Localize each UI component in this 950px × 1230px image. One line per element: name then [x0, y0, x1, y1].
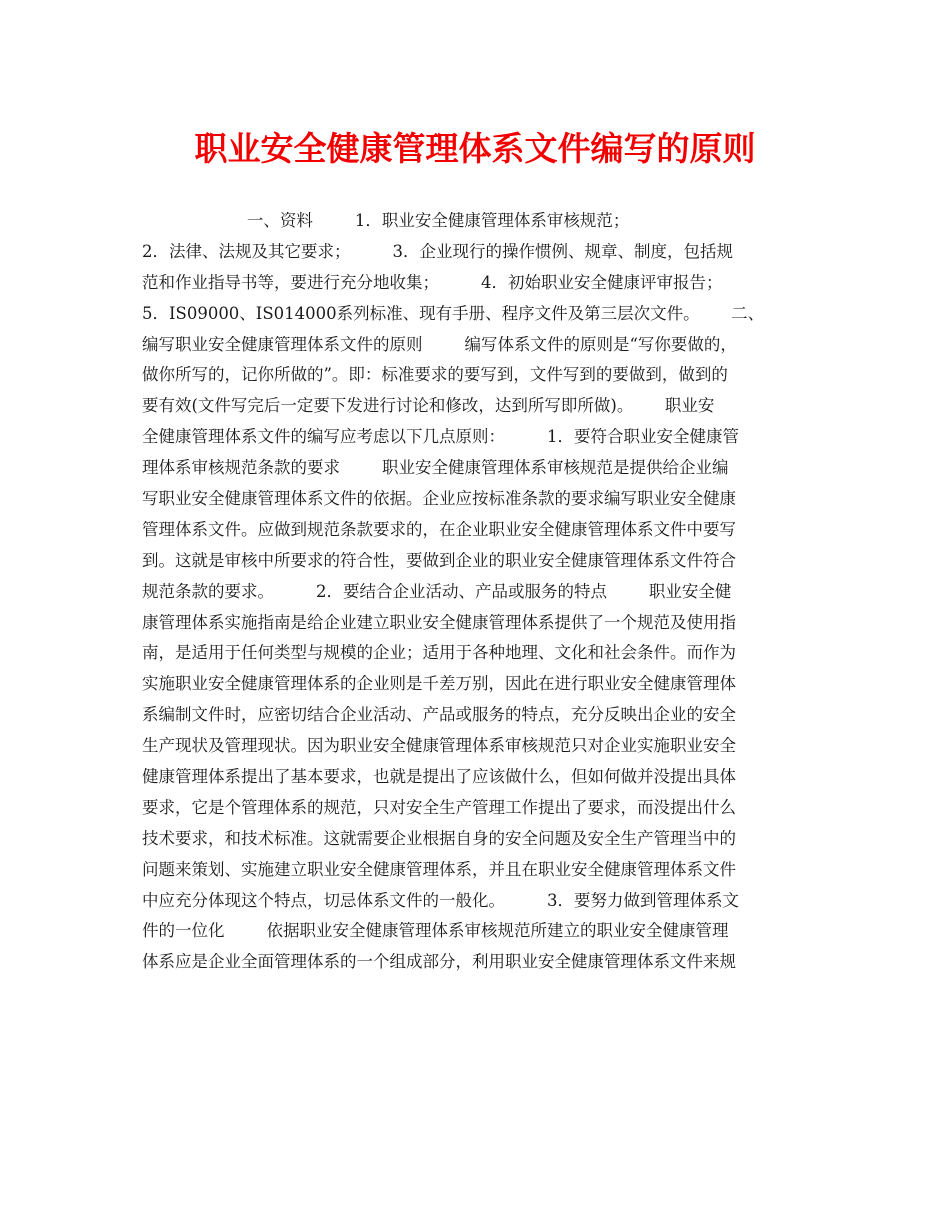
body-line: 中应充分体现这个特点，切忌体系文件的一般化。 3．要努力做到管理体系文 [142, 890, 739, 910]
body-line: 理体系审核规范条款的要求 职业安全健康管理体系审核规范是提供给企业编 [142, 458, 729, 478]
body-line: 管理体系文件。应做到规范条款要求的，在企业职业安全健康管理体系文件中要写 [142, 519, 736, 539]
body-line: 规范条款的要求。 2．要结合企业活动、产品或服务的特点 职业安全健 [142, 581, 732, 601]
body-line: 系编制文件时，应密切结合企业活动、产品或服务的特点，充分反映出企业的安全 [142, 705, 736, 725]
body-line: 技术要求，和技术标准。这就需要企业根据自身的安全问题及安全生产管理当中的 [142, 828, 736, 848]
body-line: 实施职业安全健康管理体系的企业则是千差万别，因此在进行职业安全健康管理体 [142, 674, 736, 694]
document-body [142, 206, 764, 978]
body-line: 写职业安全健康管理体系文件的依据。企业应按标准条款的要求编写职业安全健康 [142, 489, 736, 509]
body-line: 编写职业安全健康管理体系文件的原则 编写体系文件的原则是“写你要做的， [142, 334, 737, 354]
body-line: 南，是适用于任何类型与规模的企业；适用于各种地理、文化和社会条件。而作为 [142, 643, 736, 663]
body-line: 一、资料 1．职业安全健康管理体系审核规范； [142, 211, 630, 230]
body-line: 体系应是企业全面管理体系的一个组成部分，利用职业安全健康管理体系文件来规 [142, 952, 736, 972]
body-line: 2．法律、法规及其它要求； 3．企业现行的操作惯例、规章、制度，包括规 [142, 241, 733, 261]
body-line: 健康管理体系提出了基本要求，也就是提出了应该做什么，但如何做并没提出具体 [142, 767, 736, 787]
body-line: 5．IS09000、IS014000系列标准、现有手册、程序文件及第三层次文件。 二、 [142, 303, 765, 323]
body-line: 康管理体系实施指南是给企业建立职业安全健康管理体系提供了一个规范及使用指 [142, 612, 736, 632]
document-title: 职业安全健康管理体系文件编写的原则 [194, 129, 756, 168]
body-line: 全健康管理体系文件的编写应考虑以下几点原则： 1．要符合职业安全健康管 [142, 427, 739, 447]
body-line: 生产现状及管理现状。因为职业安全健康管理体系审核规范只对企业实施职业安全 [142, 736, 736, 756]
body-line: 问题来策划、实施建立职业安全健康管理体系，并且在职业安全健康管理体系文件 [142, 859, 736, 879]
body-line: 件的一位化 依据职业安全健康管理体系审核规范所建立的职业安全健康管理 [142, 921, 729, 941]
body-line: 要求，它是个管理体系的规范，只对安全生产管理工作提出了要求，而没提出什么 [142, 797, 736, 817]
body-line: 到。这就是审核中所要求的符合性，要做到企业的职业安全健康管理体系文件符合 [142, 550, 736, 570]
body-line: 范和作业指导书等，要进行充分地收集； 4．初始职业安全健康评审报告； [142, 272, 723, 292]
body-line: 要有效(文件写完后一定要下发进行讨论和修改，达到所写即所做)。 职业安 [142, 396, 715, 416]
body-line: 做你所写的，记你所做的”。即：标准要求的要写到，文件写到的要做到，做到的 [142, 365, 728, 385]
